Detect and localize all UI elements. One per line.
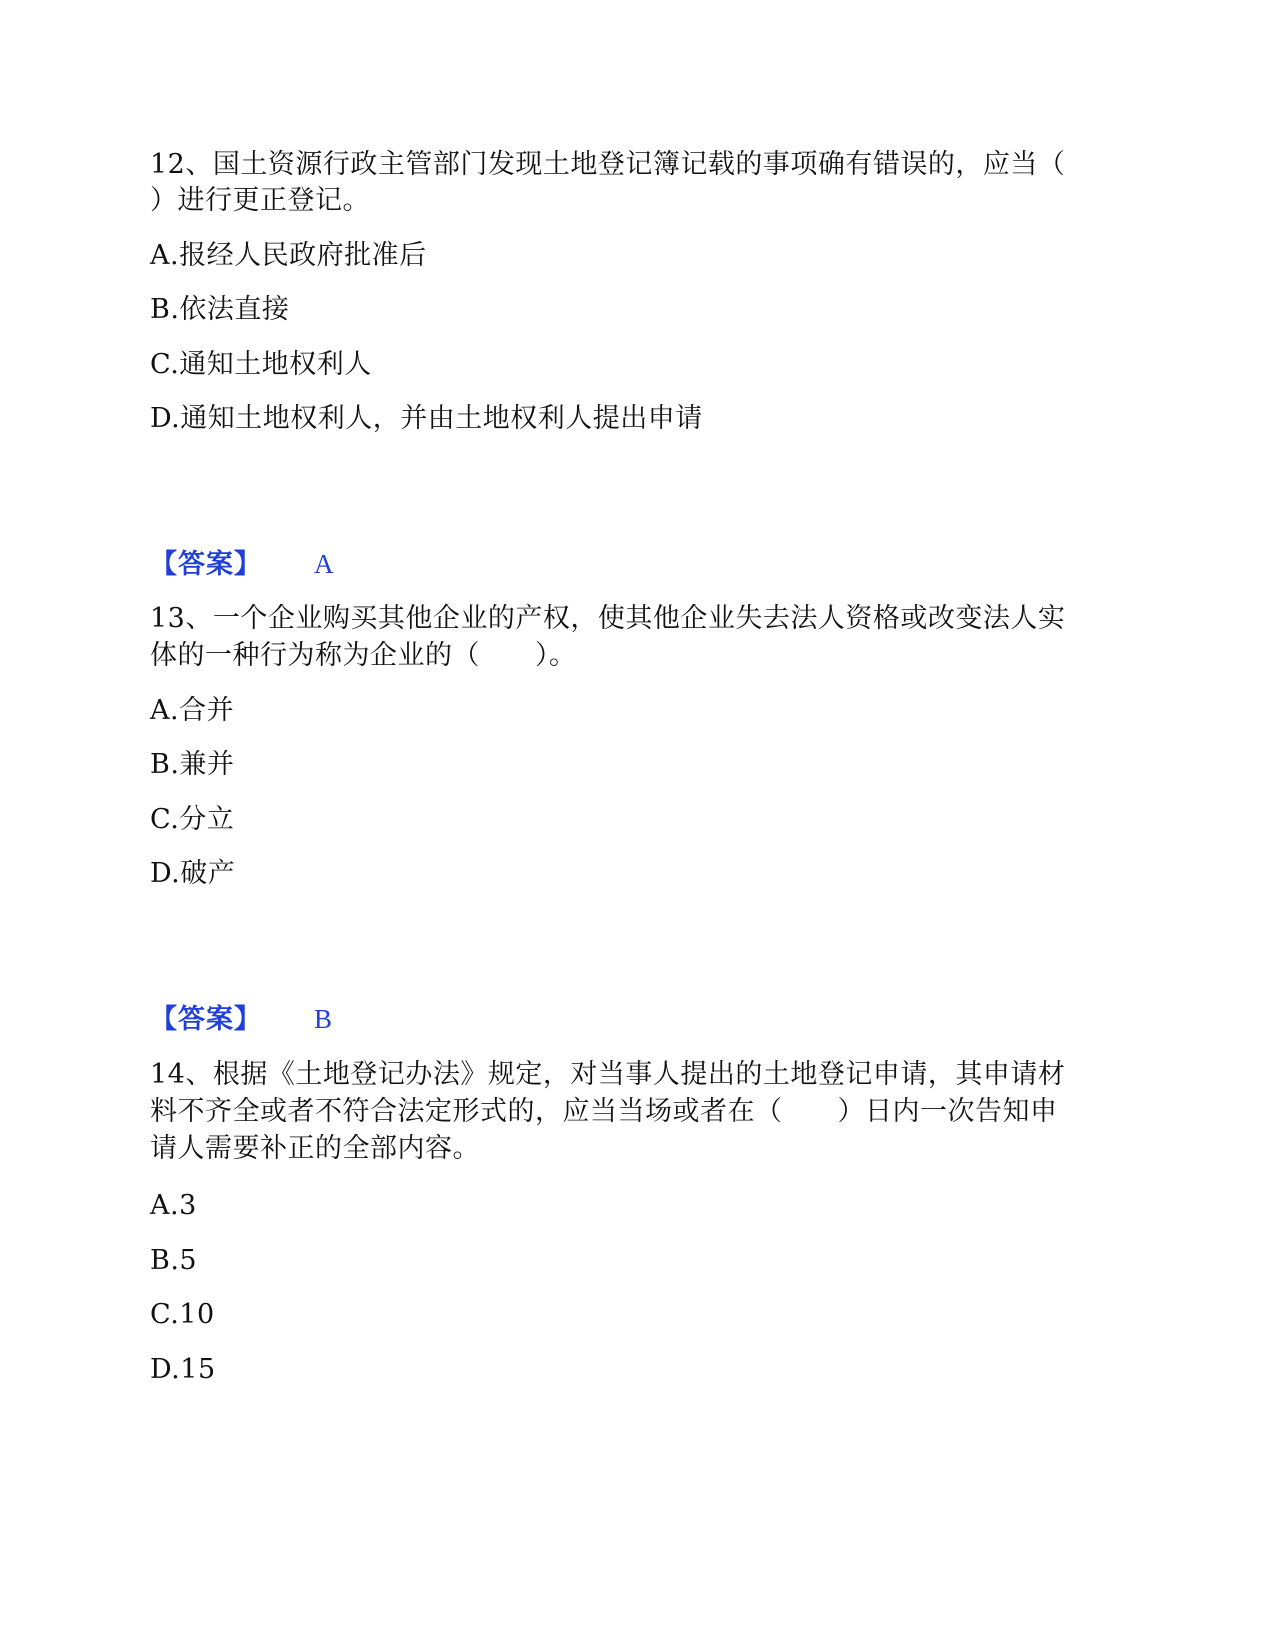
q13-option-a: A.合并 [150,695,235,726]
q13-option-d: D.破产 [150,858,236,889]
q14-option-a: A.3 [150,1190,197,1221]
q13-option-b: B.兼并 [150,749,235,780]
q13-option-c: C.分立 [150,804,235,835]
q12-option-b: B.依法直接 [150,294,290,325]
q12-answer [150,545,334,584]
q12-stem-line-2: ）进行更正登记。 [150,185,370,216]
q14-stem-line-3: 请人需要补正的全部内容。 [150,1133,480,1164]
q14-stem-line-1: 14、根据《土地登记办法》规定，对当事人提出的土地登记申请，其申请材 [150,1059,1066,1090]
q12-stem-line-1: 12、国土资源行政主管部门发现土地登记簿记载的事项确有错误的，应当（ [150,149,1066,180]
q13-stem-line-2: 体的一种行为称为企业的（ ）。 [150,640,577,671]
q13-answer [150,1000,332,1039]
q13-answer-value: B [314,1004,333,1034]
q12-answer-label: 【答案】 [150,549,262,580]
q13-answer-label: 【答案】 [150,1004,262,1035]
q12-answer-value: A [314,549,334,579]
q12-option-c: C.通知土地权利人 [150,349,372,380]
q14-stem-line-2: 料不齐全或者不符合法定形式的，应当当场或者在（ ）日内一次告知申 [150,1096,1058,1127]
q12-option-a: A.报经人民政府批准后 [150,240,427,271]
q14-option-b: B.5 [150,1245,198,1276]
q14-option-c: C.10 [150,1299,215,1330]
q12-option-d: D.通知土地权利人，并由土地权利人提出申请 [150,403,703,434]
q14-option-d: D.15 [150,1354,216,1385]
q13-stem-line-1: 13、一个企业购买其他企业的产权，使其他企业失去法人资格或改变法人实 [150,603,1066,634]
